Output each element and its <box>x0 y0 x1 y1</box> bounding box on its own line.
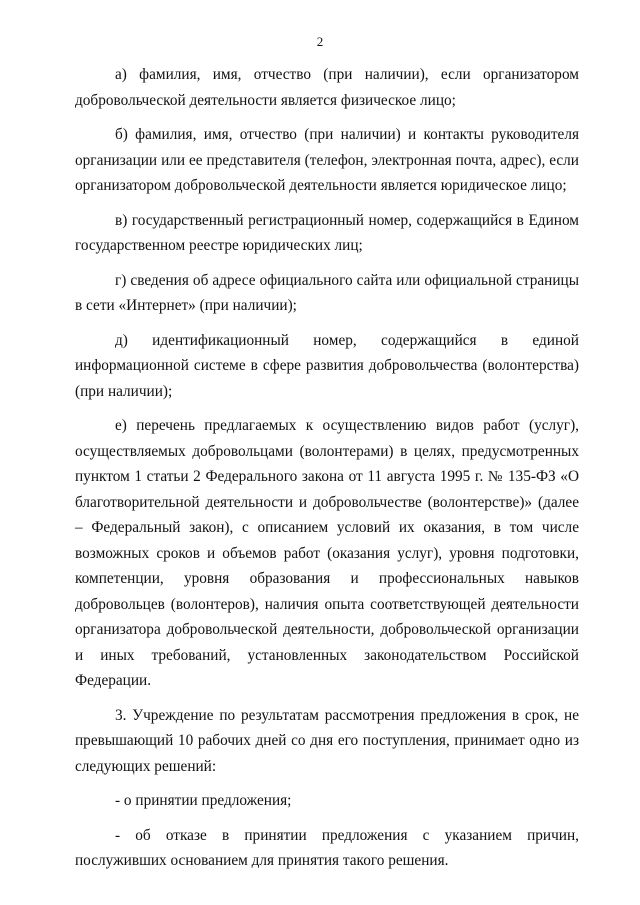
paragraph-b: б) фамилия, имя, отчество (при наличии) и контакты руководителя организации или ее представителя (телефон, электронная почта, адрес), если организатором добровольческой деятельности является юридическое лицо; <box>75 126 579 194</box>
decision-accept: - о принятии предложения; <box>115 792 292 809</box>
paragraph-a: а) фамилия, имя, отчество (при наличии), если организатором добровольческой деятельности является физическое лицо; <box>75 66 579 109</box>
decision-reject: - об отказе в принятии предложения с указанием причин, послуживших основанием для принятия такого решения. <box>75 826 579 869</box>
document-body <box>75 62 579 883</box>
paragraph-d: д) идентификационный номер, содержащийся в единой информационной системе в сфере развития добровольчества (волонтерства) (при наличии); <box>75 331 579 400</box>
paragraph-clause-3: 3. Учреждение по результатам рассмотрения предложения в срок, не превышающий 10 рабочих дней со дня его поступления, принимает одно из следующих решений: <box>75 706 579 775</box>
paragraph-e: е) перечень предлагаемых к осуществлению видов работ (услуг), осуществляемых добровольцами (волонтерами) в целях, предусмотренных пунктом 1 статьи 2 Федерального закона от 11 августа 1995 г. № 135-ФЗ «О благотворительной деятельности и добровольчестве (волонтерстве)» (далее – Федеральный закон), с описанием условий их оказания, в том числе возможных сроков и объемов работ (оказания услуг), уровня подготовки, компетенции, уровня образования и профессиональных навыков добровольцев (волонтеров), наличия опыта соответствующей деятельности организатора добровольческой деятельности, добровольческой организации и иных требований, установленных законодательством Российской Федерации. <box>75 417 579 689</box>
paragraph-g: г) сведения об адресе официального сайта или официальной страницы в сети «Интернет» (при наличии); <box>75 271 579 314</box>
paragraph-v: в) государственный регистрационный номер, содержащийся в Едином государственном реестре юридических лиц; <box>75 211 579 254</box>
page-number: 2 <box>316 34 324 49</box>
